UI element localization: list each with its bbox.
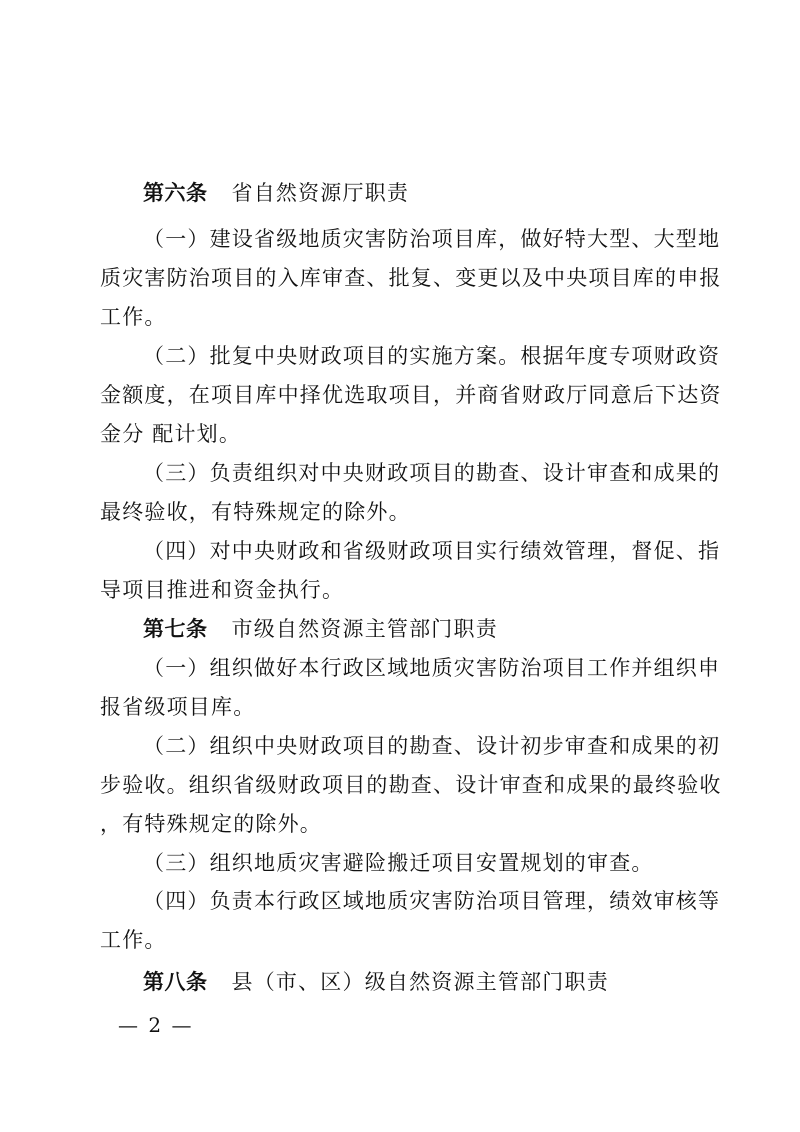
- article-7-item-4-line-2: 工作。: [100, 928, 167, 952]
- article-8-title: 县（市、区）级自然资源主管部门职责: [231, 970, 609, 994]
- article-7-item-3-line-1: （三）组织地质灾害避险搬迁项目安置规划的审查。: [143, 851, 654, 875]
- article-6-item-3-line-1: （三）负责组织对中央财政项目的勘查、设计审查和成果的: [143, 461, 721, 485]
- article-6-heading-line: [143, 178, 710, 208]
- article-8-heading: 第八条: [143, 970, 208, 994]
- article-6-item-1-line-1: （一）建设省级地质灾害防治项目库，做好特大型、大型地: [143, 227, 721, 251]
- article-6-title: 省自然资源厅职责: [231, 181, 410, 205]
- article-7-heading: 第七条: [143, 617, 208, 641]
- article-8-heading-line: [143, 967, 710, 997]
- article-6-item-4-line-1: （四）对中央财政和省级财政项目实行绩效管理，督促、指: [143, 539, 721, 563]
- article-6-item-3-line-2: 最终验收，有特殊规定的除外。: [100, 500, 411, 524]
- article-7-item-2-line-2: 步验收。组织省级财政项目的勘查、设计审查和成果的最终验收: [100, 773, 722, 797]
- article-6-item-4-line-2: 导项目推进和资金执行。: [100, 578, 345, 602]
- article-6-item-1-line-3: 工作。: [100, 305, 167, 329]
- page-number: — 2 —: [118, 1013, 194, 1037]
- article-6-item-1-line-2: 质灾害防治项目的入库审查、批复、变更以及中央项目库的申报: [100, 266, 722, 290]
- article-7-item-2-line-3: ，有特殊规定的除外。: [100, 812, 322, 836]
- article-7-title: 市级自然资源主管部门职责: [231, 617, 498, 641]
- article-6-item-2-line-3: 金分 配计划。: [100, 422, 242, 446]
- article-7-item-2-line-1: （二）组织中央财政项目的勘查、设计初步审查和成果的初: [143, 734, 721, 758]
- article-6-heading: 第六条: [143, 181, 208, 205]
- article-7-item-4-line-1: （四）负责本行政区域地质灾害防治项目管理，绩效审核等: [143, 889, 721, 913]
- article-7-item-1-line-2: 报省级项目库。: [100, 695, 256, 719]
- article-7-item-1-line-1: （一）组织做好本行政区域地质灾害防治项目工作并组织申: [143, 656, 721, 680]
- article-6-item-2-line-1: （二）批复中央财政项目的实施方案。根据年度专项财政资: [143, 344, 721, 368]
- article-6-item-2-line-2: 金额度，在项目库中择优选取项目，并商省财政厅同意后下达资: [100, 383, 722, 407]
- article-7-heading-line: [143, 614, 710, 644]
